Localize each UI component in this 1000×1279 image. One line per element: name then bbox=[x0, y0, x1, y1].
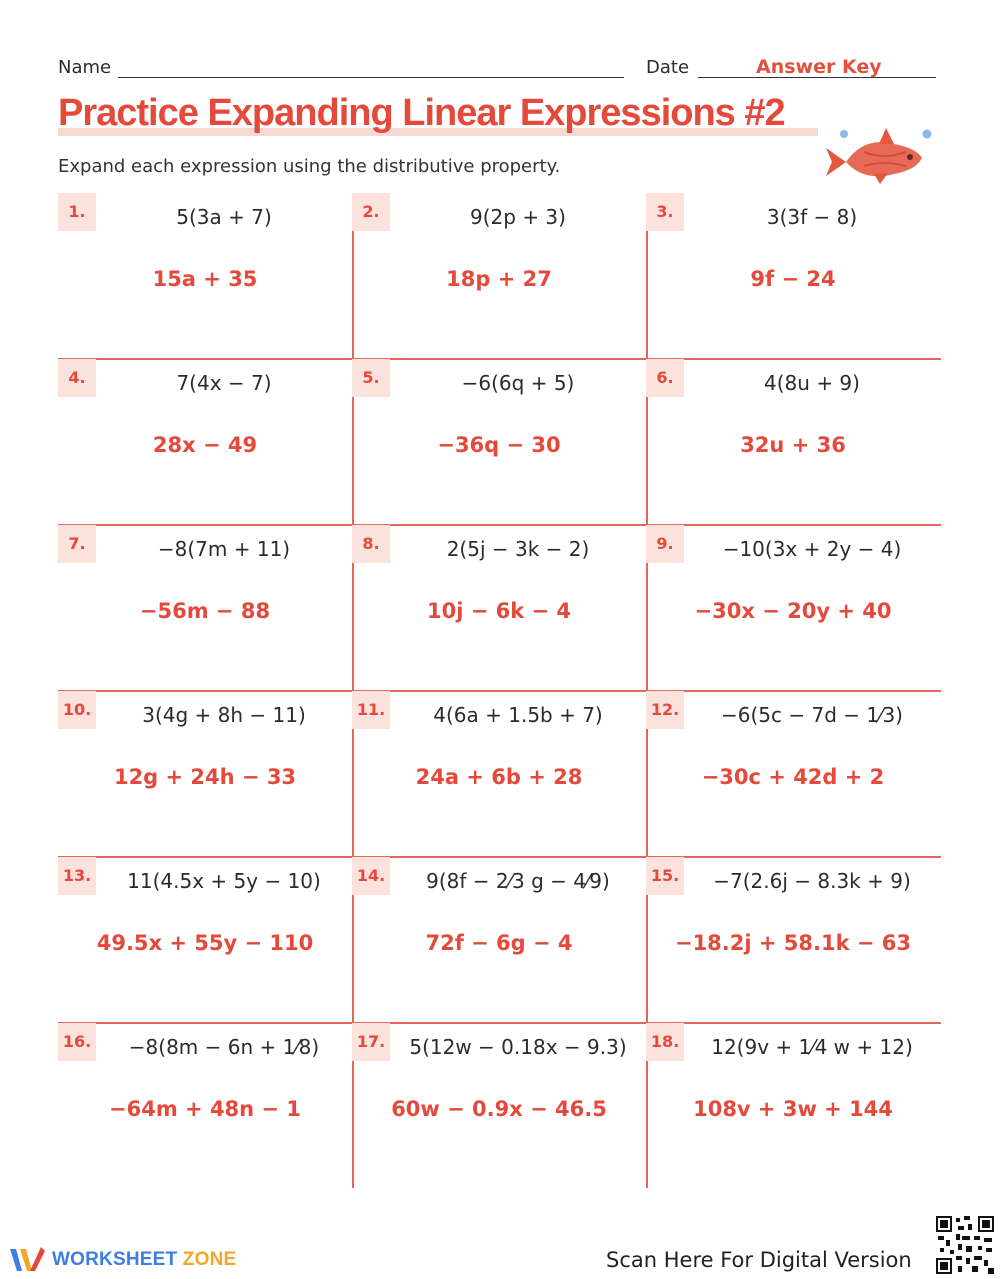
problem-expression: 12(9v + 1⁄4 w + 12) bbox=[711, 1035, 913, 1059]
problem-expression: 5(3a + 7) bbox=[176, 205, 272, 229]
problem-cell bbox=[352, 1023, 646, 1189]
problem-cell bbox=[646, 525, 940, 691]
problem-number: 14. bbox=[352, 857, 390, 895]
problem-answer: 108v + 3w + 144 bbox=[693, 1097, 893, 1121]
date-label: Date bbox=[646, 57, 690, 78]
problem-expression: 5(12w − 0.18x − 9.3) bbox=[409, 1035, 627, 1059]
problem-expression: 9(8f − 2⁄3 g − 4⁄9) bbox=[426, 869, 610, 893]
problem-answer: 49.5x + 55y − 110 bbox=[96, 931, 314, 955]
problem-expression: −7(2.6j − 8.3k + 9) bbox=[713, 869, 911, 893]
problems-grid bbox=[58, 193, 941, 1188]
problem-expression: 7(4x − 7) bbox=[176, 371, 272, 395]
logo-text bbox=[52, 1249, 236, 1271]
problem-answer: 72f − 6g − 4 bbox=[425, 931, 573, 955]
problem-answer: −30x − 20y + 40 bbox=[694, 599, 892, 623]
logo-word-zone: ZONE bbox=[182, 1249, 237, 1270]
problem-answer: 28x − 49 bbox=[152, 433, 258, 457]
problem-expression: −10(3x + 2y − 4) bbox=[722, 537, 902, 561]
problem-cell bbox=[352, 193, 646, 359]
problem-answer: 24a + 6b + 28 bbox=[415, 765, 583, 789]
problem-number: 6. bbox=[646, 359, 684, 397]
problem-expression: 11(4.5x + 5y − 10) bbox=[127, 869, 321, 893]
problem-expression: 3(4g + 8h − 11) bbox=[142, 703, 306, 727]
problem-expression: 4(6a + 1.5b + 7) bbox=[433, 703, 603, 727]
problem-number: 3. bbox=[646, 193, 684, 231]
problem-expression: −8(7m + 11) bbox=[157, 537, 291, 561]
problem-number: 17. bbox=[352, 1023, 390, 1061]
problem-answer: 10j − 6k − 4 bbox=[426, 599, 572, 623]
problem-cell bbox=[58, 193, 352, 359]
problem-answer: −56m − 88 bbox=[139, 599, 271, 623]
problem-cell bbox=[58, 359, 352, 525]
problem-cell bbox=[646, 857, 940, 1023]
problem-number: 16. bbox=[58, 1023, 96, 1061]
problem-answer: 32u + 36 bbox=[740, 433, 846, 457]
problem-answer: −64m + 48n − 1 bbox=[109, 1097, 301, 1121]
problem-cell bbox=[58, 691, 352, 857]
problem-number: 2. bbox=[352, 193, 390, 231]
problem-answer: 60w − 0.9x − 46.5 bbox=[391, 1097, 607, 1121]
problem-number: 7. bbox=[58, 525, 96, 563]
problem-answer: −30c + 42d + 2 bbox=[701, 765, 885, 789]
problem-cell bbox=[646, 359, 940, 525]
date-value: Answer Key bbox=[756, 56, 882, 78]
instructions: Expand each expression using the distributive property. bbox=[58, 156, 561, 177]
name-label: Name bbox=[58, 57, 112, 78]
problem-expression: 4(8u + 9) bbox=[764, 371, 860, 395]
problem-number: 5. bbox=[352, 359, 390, 397]
problem-cell bbox=[646, 1023, 940, 1189]
problem-number: 15. bbox=[646, 857, 684, 895]
w-logo-icon bbox=[8, 1245, 46, 1275]
problem-number: 13. bbox=[58, 857, 96, 895]
scan-caption: Scan Here For Digital Version bbox=[606, 1248, 912, 1272]
problem-number: 10. bbox=[58, 691, 96, 729]
page-title: Practice Expanding Linear Expressions #2 bbox=[58, 92, 785, 134]
problem-cell bbox=[352, 359, 646, 525]
problem-number: 1. bbox=[58, 193, 96, 231]
name-line bbox=[118, 77, 624, 78]
problem-answer: 15a + 35 bbox=[152, 267, 258, 291]
problem-number: 4. bbox=[58, 359, 96, 397]
problem-number: 9. bbox=[646, 525, 684, 563]
problem-expression: 3(3f − 8) bbox=[766, 205, 858, 229]
fish-illustration bbox=[824, 122, 934, 188]
problem-answer: 12g + 24h − 33 bbox=[113, 765, 297, 789]
problem-answer: −18.2j + 58.1k − 63 bbox=[674, 931, 912, 955]
worksheet-zone-logo bbox=[8, 1245, 248, 1275]
problem-cell bbox=[58, 857, 352, 1023]
header-row bbox=[58, 55, 938, 81]
problem-cell bbox=[646, 193, 940, 359]
problem-expression: −6(5c − 7d − 1⁄3) bbox=[721, 703, 903, 727]
problem-expression: −8(8m − 6n + 1⁄8) bbox=[128, 1035, 320, 1059]
qr-code-icon[interactable] bbox=[934, 1214, 996, 1276]
problem-cell bbox=[646, 691, 940, 857]
problem-number: 11. bbox=[352, 691, 390, 729]
problem-cell bbox=[352, 525, 646, 691]
problem-number: 8. bbox=[352, 525, 390, 563]
problem-number: 18. bbox=[646, 1023, 684, 1061]
problem-expression: 2(5j − 3k − 2) bbox=[446, 537, 590, 561]
problem-cell bbox=[352, 857, 646, 1023]
logo-word-worksheet: WORKSHEET bbox=[52, 1249, 178, 1270]
problem-expression: −6(6q + 5) bbox=[461, 371, 575, 395]
problem-answer: −36q − 30 bbox=[437, 433, 561, 457]
problem-answer: 18p + 27 bbox=[446, 267, 552, 291]
problem-cell bbox=[58, 1023, 352, 1189]
problem-number: 12. bbox=[646, 691, 684, 729]
problem-answer: 9f − 24 bbox=[750, 267, 836, 291]
problem-expression: 9(2p + 3) bbox=[470, 205, 566, 229]
problem-cell bbox=[58, 525, 352, 691]
problem-cell bbox=[352, 691, 646, 857]
